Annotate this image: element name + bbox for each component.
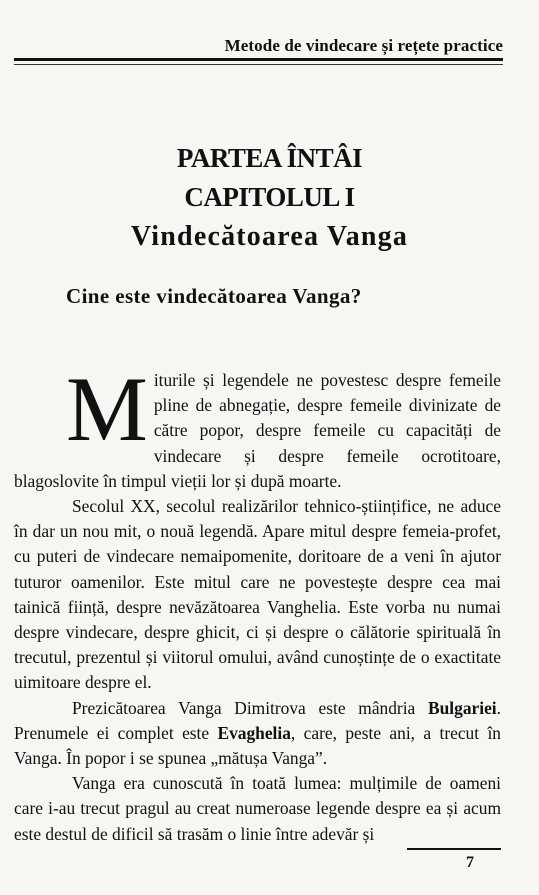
paragraph-1-text: iturile și legendele ne povestesc despre femeile pline de abnegație, despre femeile divinizate de către popor, despre femeile cu capacități de vindecare și despre femeile ocrotitoare, blagoslovite în timpul vieții lor și după moarte. <box>14 370 501 491</box>
bold-evaghelia: Evaghelia <box>217 722 291 743</box>
paragraph-3 <box>14 696 501 772</box>
drop-cap: M <box>66 358 148 460</box>
paragraph-3-text-c: . Prenumele ei complet este <box>14 697 501 743</box>
part-heading: PARTEA ÎNTÂI <box>176 143 363 173</box>
paragraph-4: Vanga era cunoscută în toată lumea: mulțimile de oameni care i-au trecut pragul au creat numeroase legende despre ea și acum este destul de dificil să trasăm o linie între adevăr și <box>14 773 501 844</box>
paragraph-3-text-a: Prezicătoarea Vanga Dimitrova este mândria <box>72 697 429 718</box>
chapter-heading: CAPITOLUL I <box>184 182 355 212</box>
footer-rule <box>407 848 501 850</box>
bold-bulgariei: Bulgariei <box>428 697 497 718</box>
paragraph-1 <box>14 358 501 494</box>
chapter-title: Vindecătoarea Vanga <box>130 221 409 252</box>
paragraph-3-text-d: , care, peste ani, a trecut în Vanga. În popor i se spunea „mătușa Vanga”. <box>14 722 501 769</box>
header-rule <box>14 58 503 61</box>
body-text <box>14 358 501 847</box>
page-number: 7 <box>466 854 474 871</box>
section-heading: Cine este vindecătoarea Vanga? <box>66 284 362 308</box>
header-rule-thin <box>14 64 503 65</box>
paragraph-2: Secolul XX, secolul realizărilor tehnico-științifice, ne aduce în dar un nou mit, o nouă legendă. Apare mitul despre femeia-profet, cu puteri de vindecare nemaipomenite, doritoare de a veni în ajutor tuturor oamenilor. Este mitul care ne povestește despre cea mai tainică ființă, despre nevăzătoarea Vanghelia. Este vorba nu numai despre vindecare, despre ghicit, ci și despre o călătorie spirituală în trecutul, prezentul și viitorul omului, având cunoștințe de o exactitate uimitoare despre el. <box>14 496 501 693</box>
running-header: Metode de vindecare și rețete practice <box>224 36 503 55</box>
